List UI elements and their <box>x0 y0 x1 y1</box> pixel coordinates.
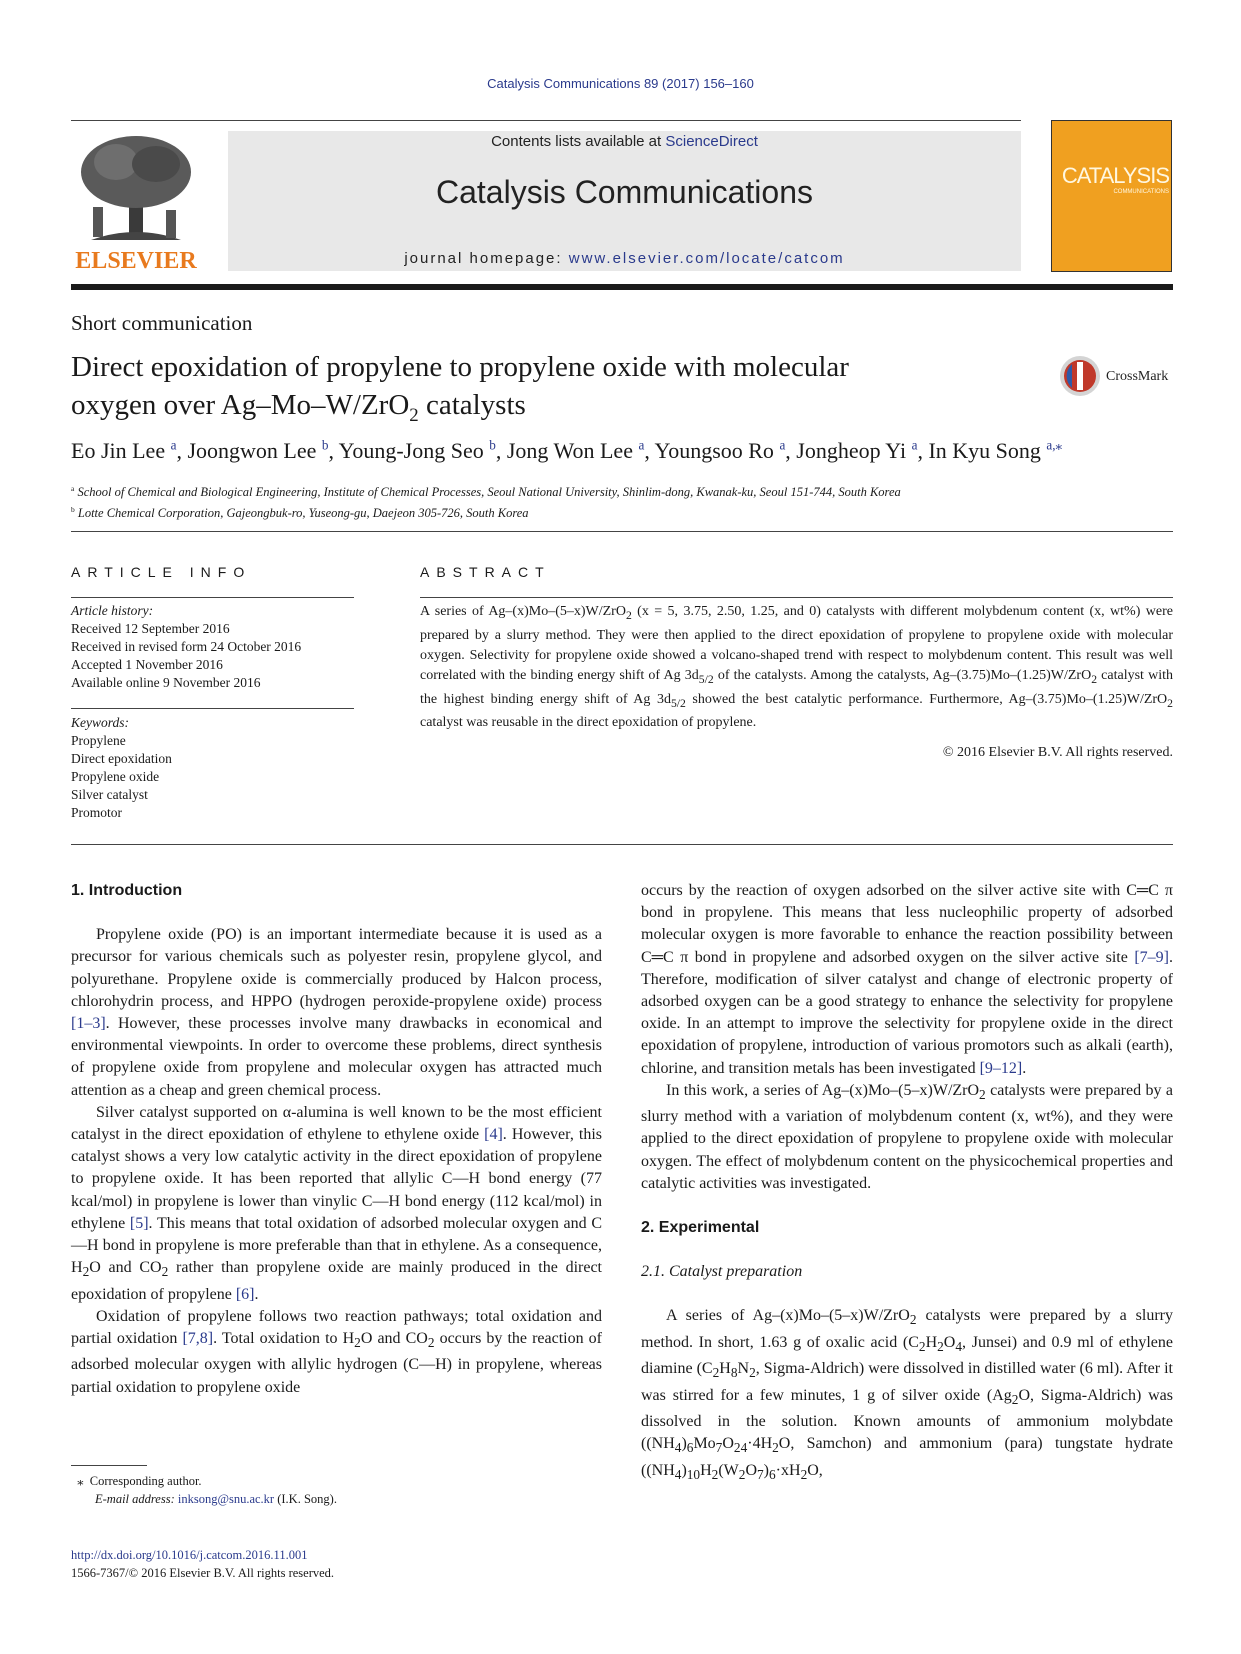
doi-link[interactable]: http://dx.doi.org/10.1016/j.catcom.2016.11.001 <box>71 1548 308 1562</box>
author[interactable]: Eo Jin Lee $^a$ <box>71 438 177 464</box>
sciencedirect-link[interactable]: ScienceDirect <box>665 133 758 150</box>
email-line: E-mail address: inksong@snu.ac.kr (I.K. Song). <box>95 1492 337 1506</box>
paragraph: Silver catalyst supported on α-alumina is well known to be the most efficient catalyst in the direct epoxidation of ethylene to ethylene oxide [4]. However, this catalyst shows a very low catalytic activity in the direct epoxidation of propylene to propylene oxide. It has been reported that allylic C—H bond energy (77 kcal/mol) in propylene is lower than vinylic C—H bond energy (112 kcal/mol) in ethylene [5]. This means that total oxidation of adsorbed molecular oxygen and C—H bond in propylene is more preferable than that in ethylene. As a consequence, $H_2O$ and $CO_2$ rather than propylene oxide are mainly produced in the direct epoxidation of propylene [6]. <box>71 1103 602 1303</box>
affiliations <box>71 480 1181 522</box>
paragraph: In this work, a series of Ag–(x)Mo–(5–x)W/ZrO$_2$ catalysts were prepared by a slurry method with a variation of molybdenum content (x, wt%), and they were applied to the direct epoxidation of propylene to propylene oxide with molecular oxygen. The effect of molybdenum content on the physicochemical properties and catalytic activities was investigated. <box>641 1081 1173 1192</box>
divider <box>71 597 354 598</box>
cover-title: CATALYSIS <box>1061 163 1169 188</box>
top-divider <box>71 120 1021 121</box>
author[interactable]: In Kyu Song $^{a,⁎}$ <box>928 438 1063 464</box>
citation-link[interactable]: [4] <box>484 1126 503 1144</box>
homepage-line <box>228 250 1021 267</box>
abstract-text: A series of Ag–(x)Mo–(5–x)W/ZrO$_2$ (x = 5, 3.75, 2.50, 1.25, and 0) catalysts with different molybdenum content (x, wt%) were prepared by a slurry method. They were then applied to the direct epoxidation of propylene to propylene oxide with molecular oxygen. Selectivity for propylene oxide showed a volcano-shaped trend with respect to molybdenum content. This result was well correlated with the binding energy shift of Ag $3d_{5/2}$ of the catalysts. Among the catalysts, Ag–(3.75)Mo–(1.25)W/ZrO$_2$ catalyst with the highest binding energy shift of Ag $3d_{5/2}$ showed the best catalytic performance. Furthermore, Ag–(3.75)Mo–(1.25)W/ZrO$_2$ catalyst was reusable in the direct epoxidation of propylene. <box>420 604 1173 731</box>
cover-subtitle: COMMUNICATIONS <box>1113 189 1169 195</box>
crossmark-icon <box>1058 354 1102 398</box>
article-title <box>71 348 971 435</box>
citation-link[interactable]: [9–12] <box>979 1059 1023 1077</box>
citation-link[interactable]: [7,8] <box>182 1330 214 1348</box>
history-item: Available online 9 November 2016 <box>71 675 261 690</box>
history-item: Accepted 1 November 2016 <box>71 657 223 672</box>
author[interactable]: Young-Jong Seo $^b$ <box>338 438 496 464</box>
issn-line: 1566-7367/© 2016 Elsevier B.V. All rights reserved. <box>71 1566 335 1580</box>
author[interactable]: Youngsoo Ro $^a$ <box>654 438 786 464</box>
journal-cover-image <box>1051 120 1172 272</box>
article-info-heading: ARTICLE INFO <box>71 564 252 580</box>
author[interactable]: Joongwon Lee $^b$ <box>187 438 329 464</box>
corresponding-author-note: ⁎ Corresponding author. <box>71 1474 202 1488</box>
doi-block <box>71 1546 334 1582</box>
paragraph: occurs by the reaction of oxygen adsorbed on the silver active site with C═C π bond in propylene. This means that less nucleophilic property of adsorbed molecular oxygen is more favorable to enhance the reaction possibility between C═C π bond in propylene and adsorbed oxygen on the silver active site [7–9]. Therefore, modification of silver catalyst and change of electronic property of adsorbed oxygen can be a good strategy to enhance the selectivity for propylene oxide. In an attempt to improve the selectivity for propylene oxide in the direct epoxidation of propylene, introduction of various promotors such as alkali (earth), chlorine, and transition metals has been investigated [9–12]. <box>641 882 1173 1077</box>
keyword: Direct epoxidation <box>71 751 172 766</box>
article-type: Short communication <box>71 311 253 335</box>
citation-link[interactable]: [7–9] <box>1134 948 1169 966</box>
subsection-heading-catalyst-preparation: 2.1. Catalyst preparation <box>641 1263 803 1281</box>
history-label: Article history: <box>71 603 154 618</box>
affiliation-b: $^b$ Lotte Chemical Corporation, Gajeongbuk-ro, Yuseong-gu, Daejeon 305-726, South Korea <box>71 505 529 521</box>
paragraph: Propylene oxide (PO) is an important intermediate because it is used as a precursor for various chemicals such as polyester resin, propylene glycol, and polyurethane. Propylene oxide is commercially produced by Halcon process, chlorohydrin process, and HPPO (hydrogen peroxide-propylene oxide) process [1–3]. However, these processes involve many drawbacks in economical and environmental viewpoints. In order to overcome these problems, direct synthesis of propylene oxide from propylene and molecular oxygen has attracted much attention as a cheap and green chemical process. <box>71 926 602 1099</box>
author[interactable]: Jongheop Yi $^a$ <box>796 438 918 464</box>
divider <box>71 708 354 709</box>
elsevier-wordmark: ELSEVIER <box>75 248 197 274</box>
email-link[interactable]: inksong@snu.ac.kr <box>177 1492 275 1506</box>
affiliation-a: $^a$ School of Chemical and Biological Engineering, Institute of Chemical Processes, Seoul National University, Shinlim-dong, Kwanak-ku, Seoul 151-744, South Korea <box>71 484 901 500</box>
divider <box>71 531 1173 532</box>
crossmark-badge[interactable] <box>1058 354 1178 402</box>
body-column-right <box>641 880 1173 1486</box>
citation-link[interactable]: [1–3] <box>71 1015 106 1033</box>
abstract-heading: ABSTRACT <box>420 564 551 580</box>
footnote-divider <box>71 1465 147 1466</box>
keywords <box>71 714 361 822</box>
paragraph: A series of Ag–(x)Mo–(5–x)W/ZrO$_2$ catalysts were prepared by a slurry method. In short, 1.63 g of oxalic acid ($C_2H_2O_4$, Junsei) and 0.9 ml of ethylene diamine ($C_2H_8N_2$, Sigma-Aldrich) were dissolved in distilled water (6 ml). After it was stirred for a few minutes, 1 g of silver oxide ($Ag_2O$, Sigma-Aldrich) was dissolved in the solution. Known amounts of ammonium molybdate ($(NH_4)_6Mo_7O_{24}\cdot 4H_2O$, Samchon) and ammonium (para) tungstate hydrate ($(NH_4)_{10}H_2(W_2O_7)_6\cdot xH_2O$, <box>641 1307 1174 1482</box>
contents-line <box>228 133 1021 150</box>
citation-link[interactable]: [5] <box>129 1214 149 1232</box>
author[interactable]: Jong Won Lee $^a$ <box>506 438 645 464</box>
divider <box>71 844 1173 845</box>
paragraph: Oxidation of propylene follows two reaction pathways; total oxidation and partial oxidation [7,8]. Total oxidation to $H_2O$ and $CO_2$ occurs by the reaction of adsorbed molecular oxygen with allylic hydrogen (C—H) in propylene, whereas partial oxidation to propylene oxide <box>71 1307 602 1396</box>
history-item: Received in revised form 24 October 2016 <box>71 639 302 654</box>
divider <box>420 597 1173 598</box>
citation-link[interactable]: [6] <box>235 1285 255 1303</box>
journal-name: Catalysis Communications <box>435 174 813 210</box>
keyword: Promotor <box>71 805 123 820</box>
keywords-label: Keywords: <box>71 715 129 730</box>
title-line-2: oxygen over Ag–Mo–W/ZrO$_2$ catalysts <box>71 389 526 426</box>
contents-prefix: Contents lists available at <box>491 133 666 150</box>
homepage-prefix: journal homepage: <box>404 250 569 267</box>
history-item: Received 12 September 2016 <box>71 621 230 636</box>
title-line-1: Direct epoxidation of propylene to propylene oxide with molecular <box>71 351 849 383</box>
journal-citation[interactable]: Catalysis Communications 89 (2017) 156–160 <box>487 76 754 91</box>
section-heading-introduction: 1. Introduction <box>71 882 183 899</box>
footnote <box>71 1472 602 1508</box>
article-history <box>71 602 361 692</box>
body-column-left <box>71 880 602 1399</box>
abstract-copyright: © 2016 Elsevier B.V. All rights reserved. <box>942 745 1173 760</box>
crossmark-label: CrossMark <box>1106 369 1169 384</box>
keyword: Propylene oxide <box>71 769 160 784</box>
keyword: Propylene <box>71 733 126 748</box>
author-list: Eo Jin Lee $^a$, Joongwon Lee $^b$, Young-Jong Seo $^b$, Jong Won Lee $^a$, Youngsoo Ro $^a$, Jongheop Yi $^a$, In Kyu Song $^{a,⁎}$ <box>71 438 1063 464</box>
section-heading-experimental: 2. Experimental <box>641 1219 760 1237</box>
homepage-link[interactable]: www.elsevier.com/locate/catcom <box>568 250 845 267</box>
header-thick-divider <box>71 284 1173 290</box>
keyword: Silver catalyst <box>71 787 148 802</box>
